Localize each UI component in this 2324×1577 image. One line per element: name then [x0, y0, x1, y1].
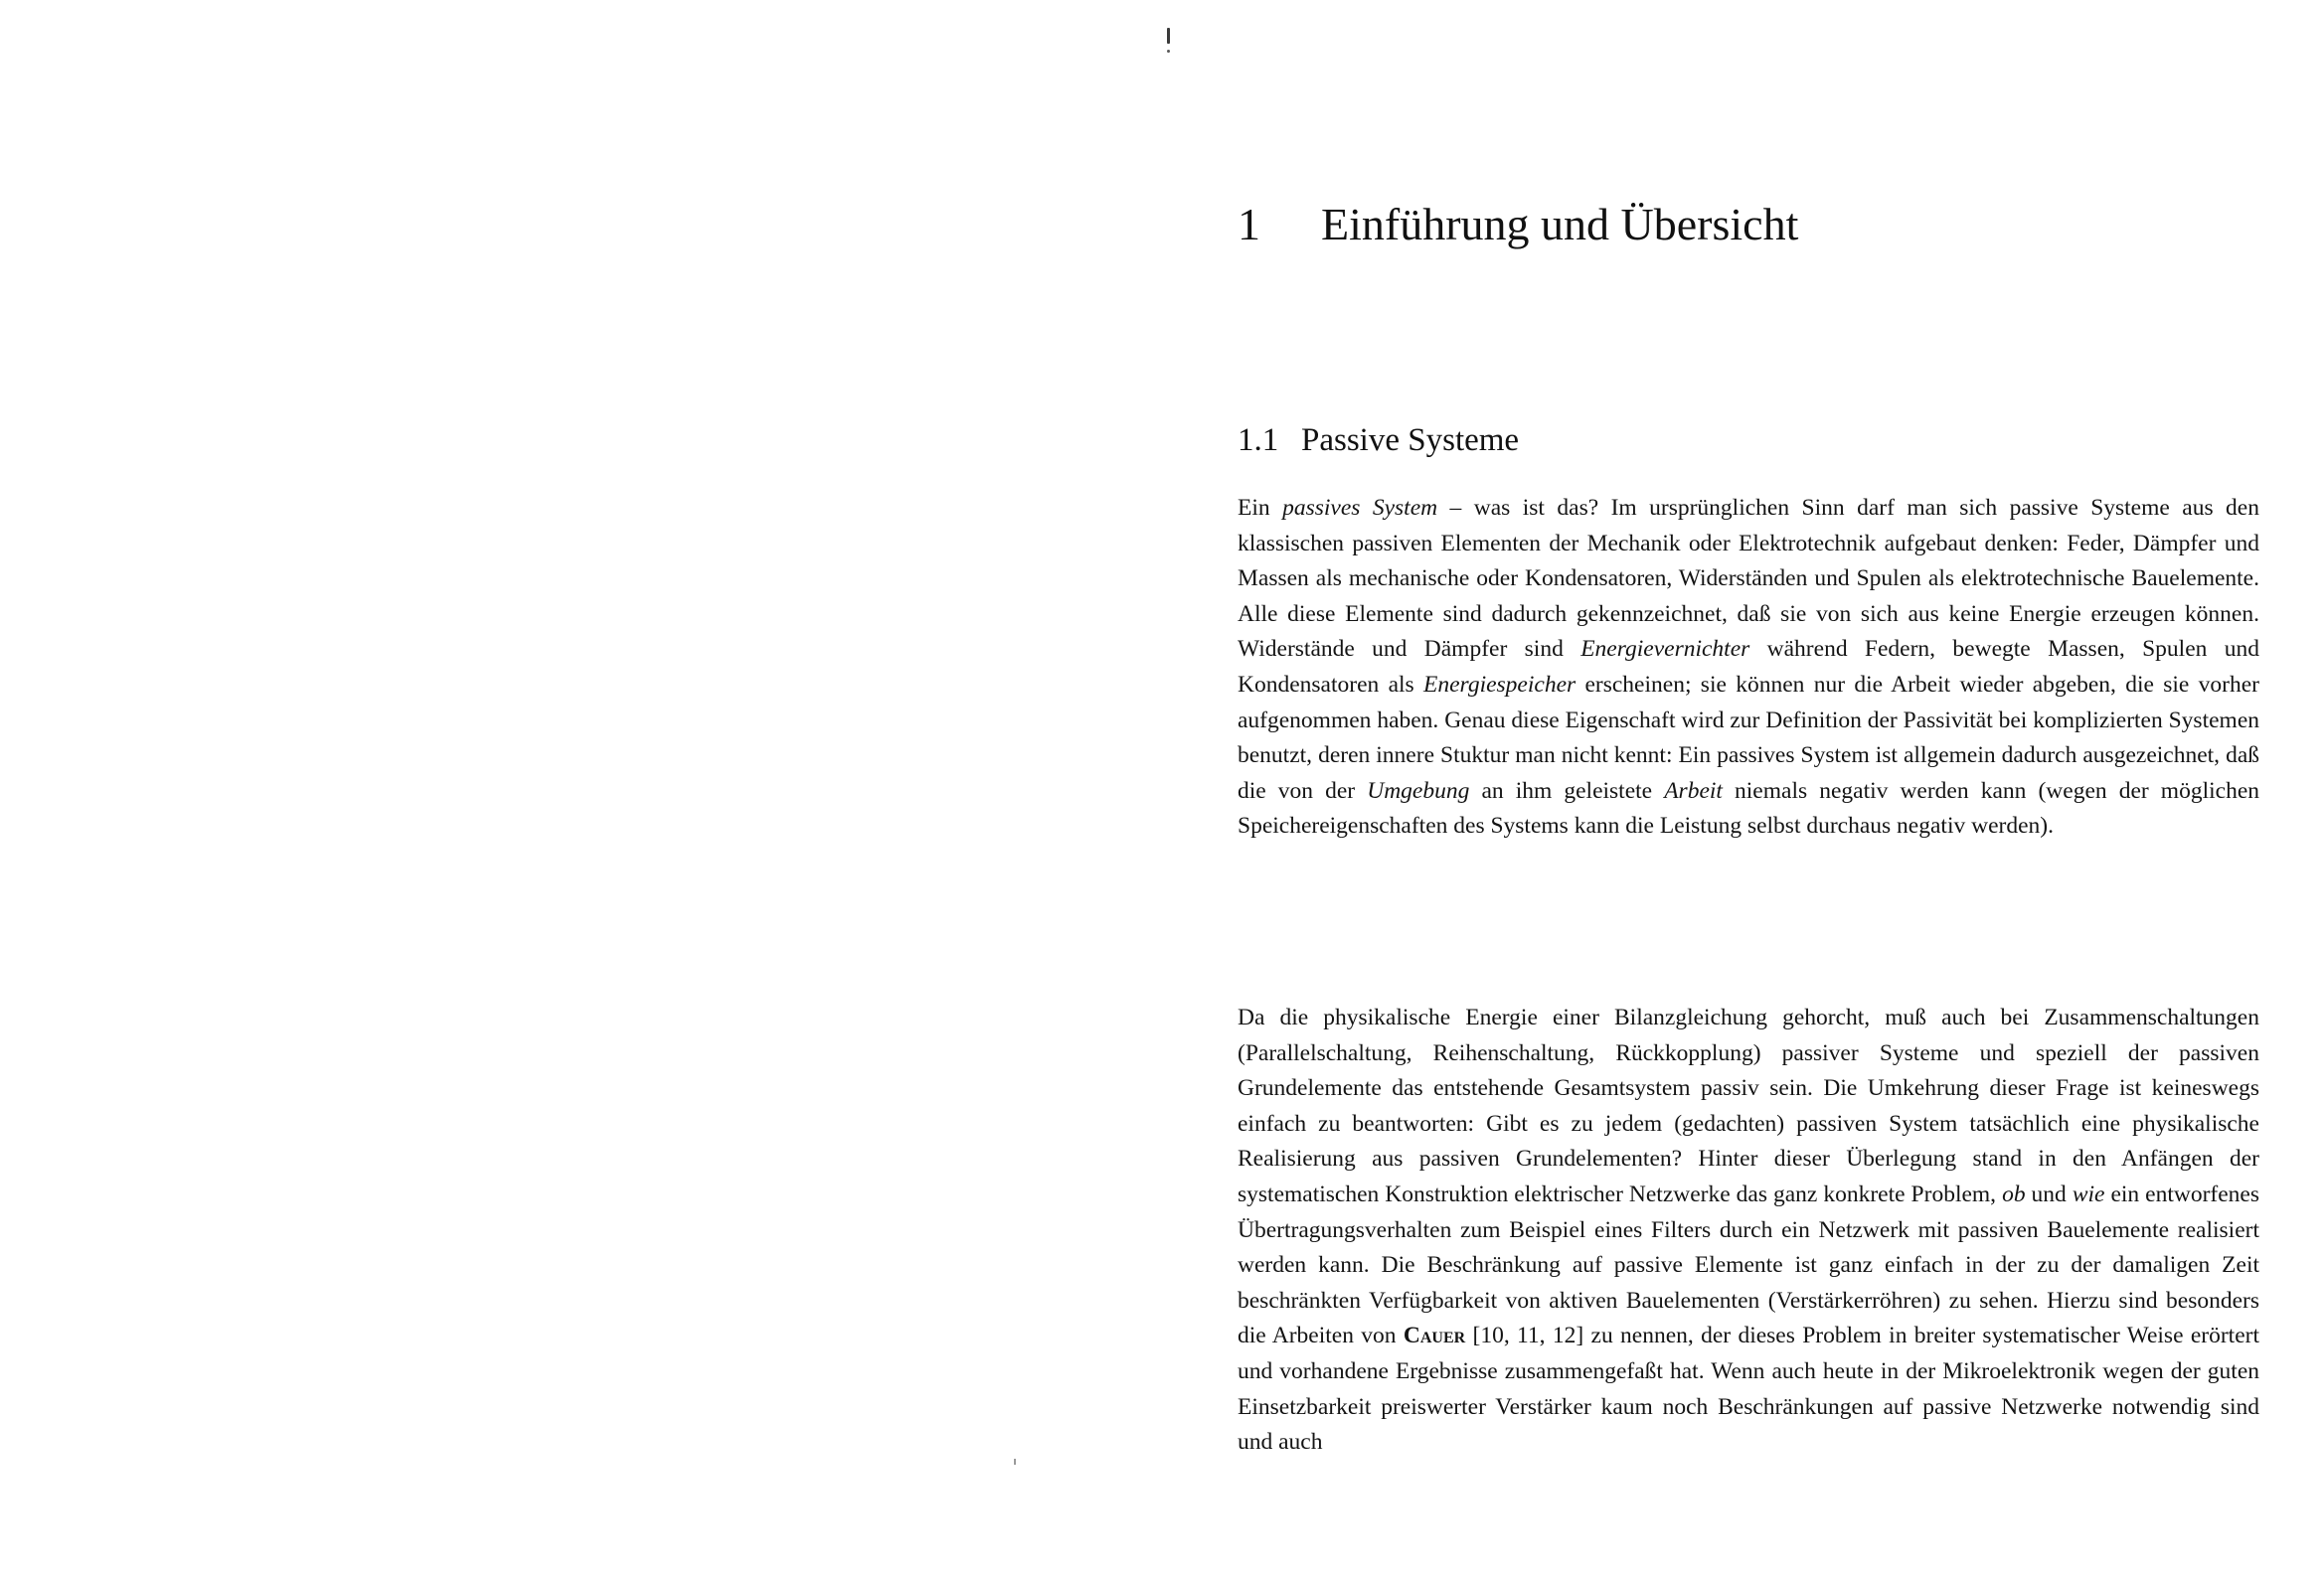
- section-title: Passive Systeme: [1301, 422, 1520, 459]
- chapter-title: Einführung und Übersicht: [1321, 198, 1799, 249]
- text-run: – was ist das? Im ursprünglichen Sinn darf man sich passive Systeme aus den klassischen passiven Elementen der Mechanik oder Elektrotechnik aufgebaut denken: Feder, Dämpfer und Massen als mechanische oder Kondensatoren, Widerständen und Spulen als elektrotechnische Bauelemente. Alle diese Elemente sind dadurch gekennzeichnet, daß sie von sich aus keine Energie erzeugen können. Widerstände und Dämpfer sind: [1238, 495, 2259, 663]
- emphasis-term: Arbeit: [1664, 777, 1723, 804]
- text-run: erscheinen; sie können nur die Arbeit wieder abgeben, die sie vorher aufgenommen haben. Genau diese Eigenschaft wird zur Definition der Passivität bei komplizierten Systemen benutzt, deren innere Stuktur man nicht kennt: Ein passives System ist allgemein dadurch ausgezeichnet, daß die von der: [1238, 671, 2259, 804]
- text-run: an ihm geleistete: [1469, 777, 1665, 804]
- paragraph-2: [1238, 1001, 2259, 1461]
- section-number: 1.1: [1238, 422, 1279, 459]
- emphasis-term: passives System: [1282, 495, 1438, 521]
- emphasis-term: Energievernichter: [1580, 636, 1750, 663]
- scan-speck-small: [1014, 1459, 1016, 1465]
- text-run: Ein: [1238, 495, 1283, 521]
- section-heading: [1238, 422, 1519, 459]
- author-name: Cauer: [1403, 1323, 1466, 1349]
- text-run: während Federn, bewegte Massen, Spulen und Kondensatoren als: [1238, 636, 2260, 698]
- text-run: [10, 11, 12] zu nennen, der dieses Problem in breiter systematischer Weise erörtert und vorhandene Ergebnisse zusammengefaßt hat. Wenn auch heute in der Mikroelektronik wegen der guten Einsetzbarkeit preiswerter Verstärker kaum noch Beschränkungen auf passive Netzwerke notwendig sind und auch: [1238, 1323, 2259, 1456]
- chapter-heading: [1238, 198, 1798, 250]
- text-run: Da die physikalische Energie einer Bilanzgleichung gehorcht, muß auch bei Zusammenschaltungen (Parallelschaltung, Reihenschaltung, Rückkopplung) passiver Systeme und speziell der passiven Grundelemente das entstehende Gesamtsystem passiv sein. Die Umkehrung dieser Frage ist keineswegs einfach zu beantworten: Gibt es zu jedem (gedachten) passiven System tatsächlich eine physikalische Realisierung aus passiven Grundelementen? Hinter dieser Überlegung stand in den Anfängen der systematischen Konstruktion elektrischer Netzwerke das ganz konkrete Problem,: [1238, 1005, 2259, 1207]
- emphasis-term: ob: [2002, 1181, 2026, 1207]
- emphasis-term: wie: [2072, 1181, 2105, 1207]
- emphasis-term: Umgebung: [1367, 777, 1470, 804]
- emphasis-term: Energiespeicher: [1423, 671, 1577, 698]
- text-run: und: [2025, 1181, 2073, 1207]
- text-run: niemals negativ werden kann (wegen der möglichen Speichereigenschaften des Systems kann die Leistung selbst durchaus negativ werden).: [1238, 777, 2260, 840]
- chapter-number: 1: [1238, 198, 1260, 249]
- text-run: ein entworfenes Übertragungsverhalten zum Beispiel eines Filters durch ein Netzwerk mit passiven Bauelemente realisiert werden kann. Die Beschränkung auf passive Elemente ist ganz einfach in der zu der damaligen Zeit beschränkten Verfügbarkeit von aktiven Bauelementen (Verstärkerröhren) zu sehen. Hierzu sind besonders die Arbeiten von: [1238, 1181, 2259, 1349]
- paragraph-1: [1238, 491, 2259, 845]
